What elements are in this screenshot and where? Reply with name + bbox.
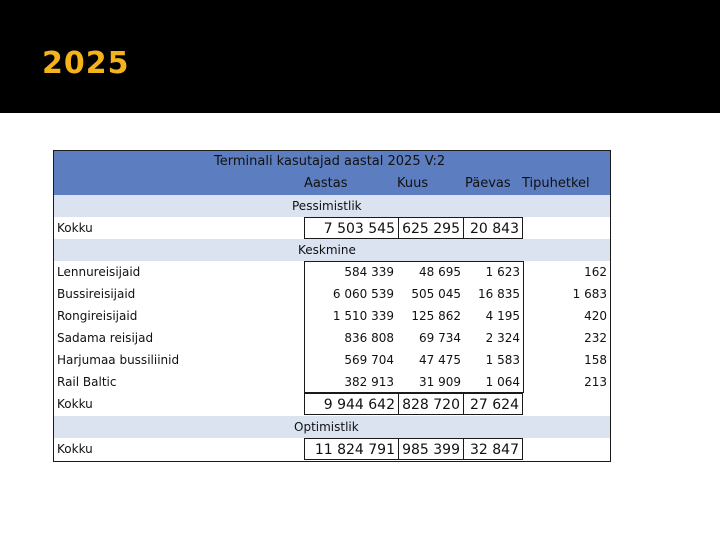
row-day: 1 623 [485, 265, 520, 279]
table-row [54, 371, 610, 393]
table-title-row [54, 151, 610, 173]
pessimistic-label-row [54, 195, 610, 217]
row-year: 382 913 [344, 375, 394, 389]
row-month: 69 734 [419, 331, 461, 345]
row-day: 1 583 [485, 353, 520, 367]
row-month: 125 862 [411, 309, 461, 323]
row-peak: 213 [584, 375, 607, 389]
column-header-row [54, 173, 610, 195]
pessimistic-total-month: 625 295 [398, 217, 464, 239]
table-row [54, 261, 610, 283]
row-peak: 232 [584, 331, 607, 345]
row-month: 48 695 [419, 265, 461, 279]
optimistic-label-row [54, 416, 610, 438]
average-total-month: 828 720 [398, 393, 464, 415]
row-label: Rongireisijaid [57, 309, 138, 323]
row-day: 2 324 [485, 331, 520, 345]
optimistic-total-day: 32 847 [463, 438, 523, 460]
row-label: Bussireisijaid [57, 287, 136, 301]
header-month: Kuus [397, 176, 429, 191]
row-month: 31 909 [419, 375, 461, 389]
pessimistic-total-label: Kokku [57, 221, 93, 235]
row-peak: 158 [584, 353, 607, 367]
optimistic-total-row [54, 438, 610, 460]
row-year: 584 339 [344, 265, 394, 279]
pessimistic-total-year: 7 503 545 [304, 217, 399, 239]
header-year: Aastas [304, 176, 348, 191]
optimistic-label: Optimistlik [294, 420, 359, 434]
row-month: 505 045 [411, 287, 461, 301]
header-day: Päevas [465, 176, 511, 191]
average-total-label: Kokku [57, 397, 93, 411]
table-title: Terminali kasutajad aastal 2025 V:2 [214, 154, 446, 169]
pessimistic-label: Pessimistlik [292, 199, 362, 213]
slide-header [0, 0, 720, 113]
optimistic-total-label: Kokku [57, 442, 93, 456]
row-label: Sadama reisijad [57, 331, 154, 345]
row-month: 47 475 [419, 353, 461, 367]
table-row [54, 349, 610, 371]
row-label: Harjumaa bussiliinid [57, 353, 180, 367]
average-total-row [54, 393, 610, 415]
row-year: 569 704 [344, 353, 394, 367]
average-total-day: 27 624 [463, 393, 523, 415]
row-day: 16 835 [478, 287, 520, 301]
row-label: Rail Baltic [57, 375, 117, 389]
optimistic-total-year: 11 824 791 [304, 438, 399, 460]
table-row [54, 327, 610, 349]
row-label: Lennureisijaid [57, 265, 141, 279]
optimistic-total-month: 985 399 [398, 438, 464, 460]
average-label: Keskmine [298, 243, 356, 257]
row-year: 836 808 [344, 331, 394, 345]
row-peak: 420 [584, 309, 607, 323]
header-peak: Tipuhetkel [522, 176, 590, 191]
row-peak: 1 683 [572, 287, 607, 301]
slide-title: 2025 [42, 46, 130, 81]
row-peak: 162 [584, 265, 607, 279]
table-row [54, 305, 610, 327]
row-day: 4 195 [485, 309, 520, 323]
passenger-table [53, 150, 611, 462]
row-year: 1 510 339 [332, 309, 394, 323]
row-day: 1 064 [485, 375, 520, 389]
row-year: 6 060 539 [332, 287, 394, 301]
average-total-year: 9 944 642 [304, 393, 399, 415]
pessimistic-total-row [54, 217, 610, 239]
pessimistic-total-day: 20 843 [463, 217, 523, 239]
table-row [54, 283, 610, 305]
average-label-row [54, 239, 610, 261]
